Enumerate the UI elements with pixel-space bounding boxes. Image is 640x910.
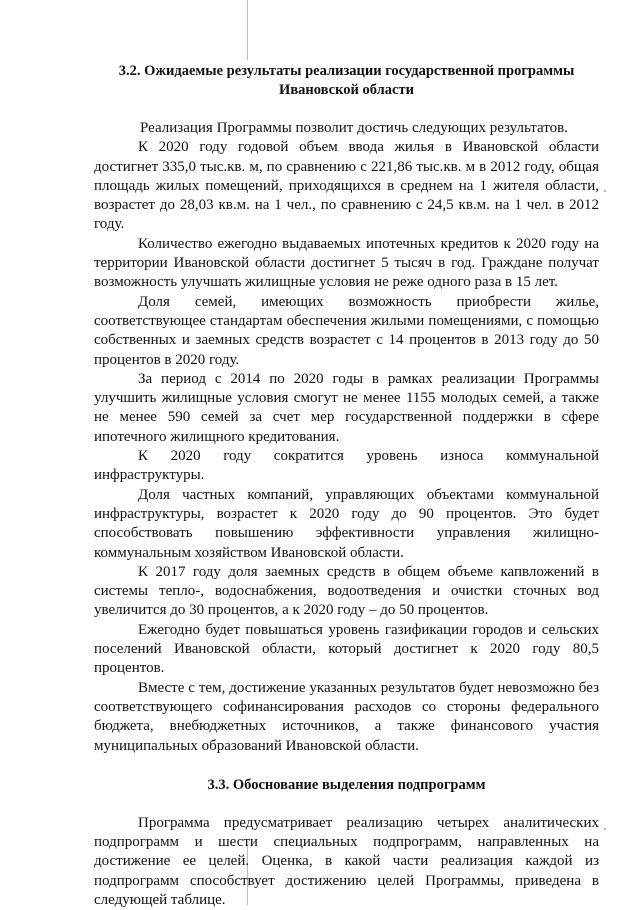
paragraph-infrastructure-wear: К 2020 году сократится уровень износа коммунальной инфраструктуры. bbox=[94, 448, 599, 484]
scan-fold-mark-top bbox=[247, 0, 248, 60]
document-body bbox=[94, 62, 599, 910]
paragraph-intro: Реализация Программы позволит достичь следующих результатов. bbox=[140, 120, 568, 136]
scan-speck bbox=[604, 828, 606, 830]
paragraph-young-families: За период с 2014 по 2020 годы в рамках реализации Программы улучшить жилищные условия смогут не менее 1155 молодых семей, а также не менее 590 семей за счет мер государственной поддержки в сфере ипотечного жилищного кредитования. bbox=[94, 370, 599, 445]
paragraph-mortgage-loans: Количество ежегодно выдаваемых ипотечных кредитов к 2020 году на территории Ивановской области достигнет 5 тысяч в год. Граждане получат возможность улучшать жилищные условия не реже одного раза в 15 лет. bbox=[94, 235, 599, 291]
paragraph-gasification: Ежегодно будет повышаться уровень газификации городов и сельских поселений Ивановской области, который достигнет к 2020 году 80,5 процентов. bbox=[94, 621, 599, 677]
paragraph-borrowed-funds: К 2017 году доля заемных средств в общем объеме капвложений в системы тепло-, водоснабжения, водоотведения и очистки сточных вод увеличится до 30 процентов, а к 2020 году – до 50 процентов. bbox=[94, 563, 599, 619]
section-heading-line-2: Ивановской области bbox=[279, 82, 414, 98]
paragraph-subprograms: Программа предусматривает реализацию четырех аналитических подпрограмм и шести специальных подпрограмм, направленных на достижение ее целей. Оценка, в какой части реализация каждой из подпрограмм способствует достижению целей Программы, приведена в следующей таблице. bbox=[94, 814, 599, 908]
paragraph-cofinancing: Вместе с тем, достижение указанных результатов будет невозможно без соответствующего софинансирования расходов со стороны федерального бюджета, внебюджетных источников, а также финансового участия муниципальных образований Ивановской области. bbox=[94, 679, 599, 754]
section-heading-expected-results bbox=[94, 62, 599, 100]
section-heading-subprograms: 3.3. Обоснование выделения подпрограмм bbox=[207, 776, 486, 793]
section-heading-line-1: 3.2. Ожидаемые результаты реализации государственной программы bbox=[118, 63, 575, 79]
scan-speck bbox=[604, 190, 606, 192]
paragraph-housing-volume: К 2020 году годовой объем ввода жилья в Ивановской области достигнет 335,0 тыс.кв. м, по сравнению с 221,86 тыс.кв. м в 2012 году, общая площадь жилых помещений, приходящихся в среднем на 1 жителя области, возрастет до 28,03 кв.м. на 1 чел., по сравнению с 24,5 кв.м. на 1 чел. в 2012 году. bbox=[94, 139, 599, 233]
paragraph-family-share: Доля семей, имеющих возможность приобрести жилье, соответствующее стандартам обеспечения жилыми помещениями, с помощью собственных и заемных средств возрастет с 14 процентов в 2013 году до 50 процентов в 2020 году. bbox=[94, 293, 599, 368]
paragraph-private-companies: Доля частных компаний, управляющих объектами коммунальной инфраструктуры, возрастет к 2020 году до 90 процентов. Это будет способствовать повышению эффективности управления жилищно-коммунальным хозяйством Ивановской области. bbox=[94, 486, 599, 561]
